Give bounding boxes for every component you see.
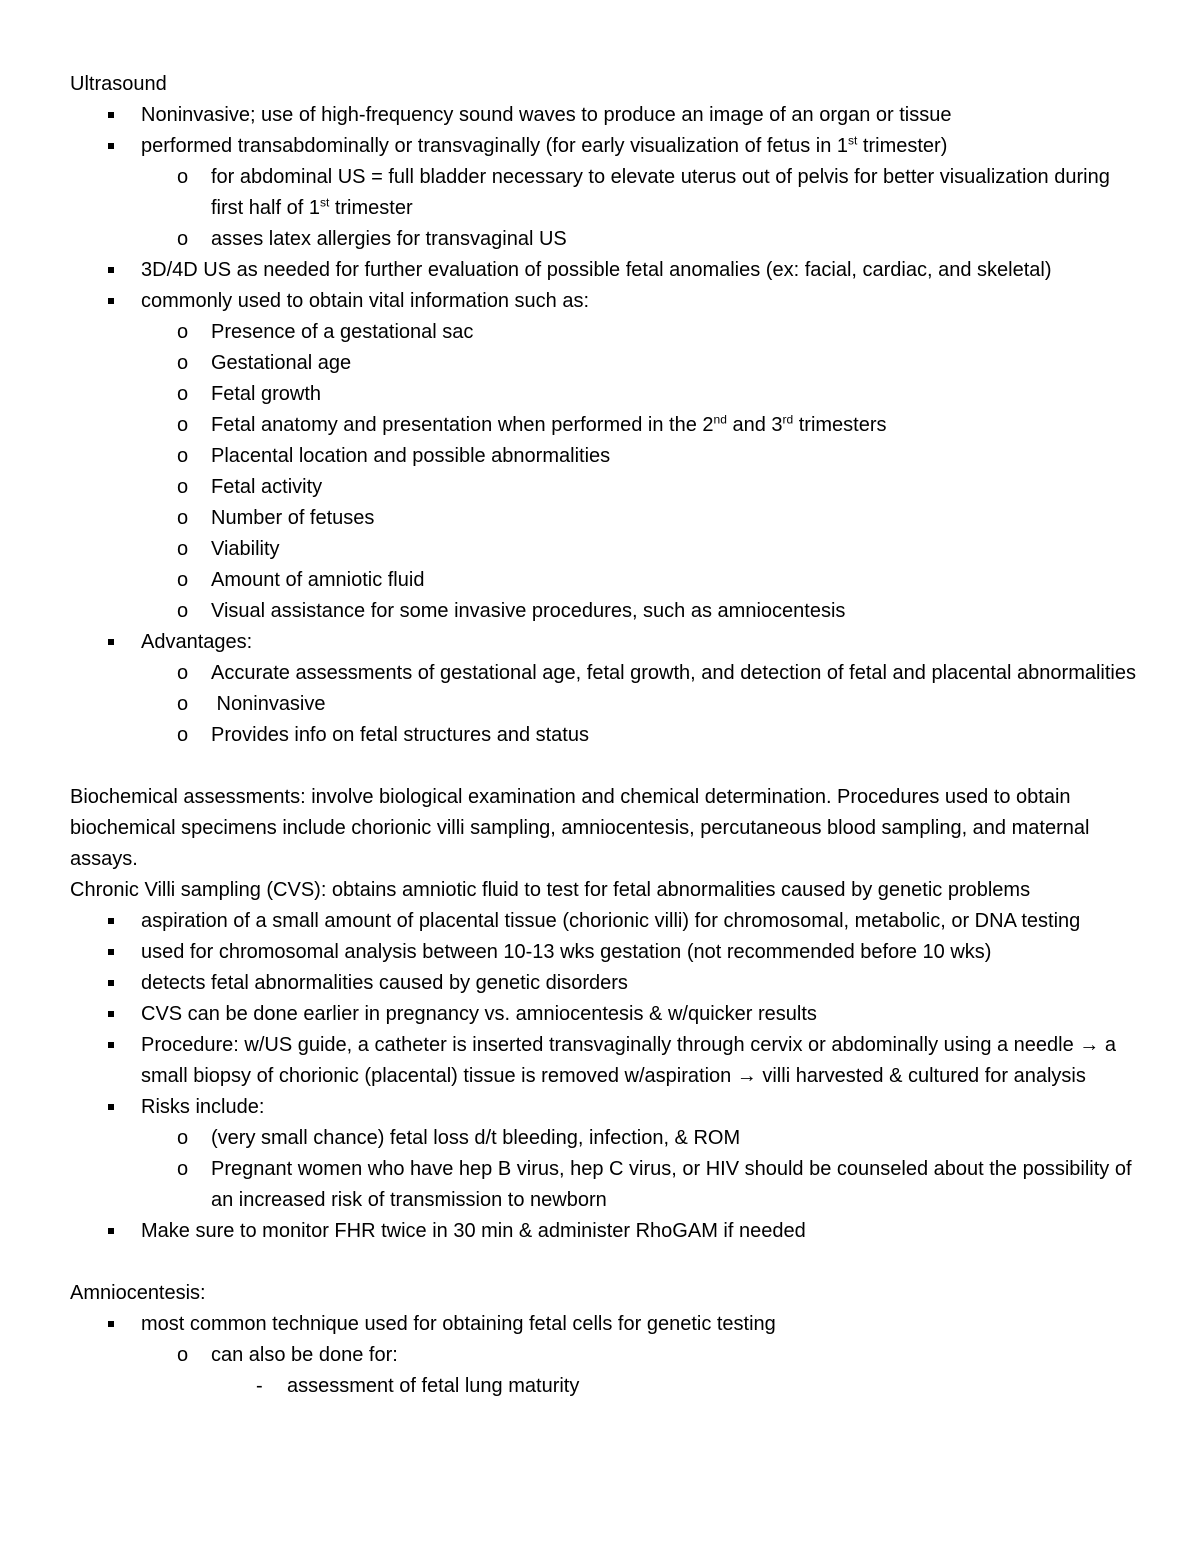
bullet-square-icon [108, 267, 114, 273]
bullet-circle-icon: o [177, 476, 189, 498]
biochem-paragraph: Biochemical assessments: involve biological examination and chemical determination. Procedures used to obtain biochemical specimens include chorionic villi sampling, amniocentesis, percutaneous blood sampling, and maternal assays. [70, 786, 1090, 870]
sub-list-item: o Noninvasive [70, 689, 1140, 720]
list-item: detects fetal abnormalities caused by genetic disorders [70, 968, 1140, 999]
bullet-circle-icon: o [177, 538, 189, 560]
list-item: CVS can be done earlier in pregnancy vs. amniocentesis & w/quicker results [70, 999, 1140, 1030]
sub-list-item: o can also be done for: [70, 1340, 1140, 1371]
bullet-square-icon [108, 298, 114, 304]
sub-sub-list-item: - assessment of fetal lung maturity [70, 1371, 1140, 1402]
bullet-square-icon [108, 1042, 114, 1048]
list-item: performed transabdominally or transvaginally (for early visualization of fetus in 1st trimester) [70, 131, 1140, 162]
sub-list-item: o Amount of amniotic fluid [70, 565, 1140, 596]
list-item: Noninvasive; use of high-frequency sound waves to produce an image of an organ or tissue [70, 100, 1140, 131]
list-item: 3D/4D US as needed for further evaluation of possible fetal anomalies (ex: facial, cardiac, and skeletal) [70, 255, 1140, 286]
sub-list-item: o for abdominal US = full bladder necessary to elevate uterus out of pelvis for better visualization during first half of 1st trimester [70, 162, 1140, 224]
sub-list-item: o Accurate assessments of gestational age, fetal growth, and detection of fetal and placental abnormalities [70, 658, 1140, 689]
sub-list-item: o Provides info on fetal structures and status [70, 720, 1140, 751]
bullet-circle-icon: o [177, 445, 189, 467]
sub-list-item: o Placental location and possible abnormalities [70, 441, 1140, 472]
spacer [70, 751, 1140, 782]
list-item: Risks include: [70, 1092, 1140, 1123]
bullet-square-icon [108, 980, 114, 986]
bullet-square-icon [108, 949, 114, 955]
bullet-circle-icon: o [177, 321, 189, 343]
bullet-square-icon [108, 1228, 114, 1234]
bullet-circle-icon: o [177, 1127, 189, 1149]
list-item: used for chromosomal analysis between 10-13 wks gestation (not recommended before 10 wks) [70, 937, 1140, 968]
sub-list-item: o Fetal activity [70, 472, 1140, 503]
section-heading-ultrasound: Ultrasound [70, 73, 167, 95]
bullet-square-icon [108, 918, 114, 924]
spacer [70, 1247, 1140, 1278]
bullet-circle-icon: o [177, 662, 189, 684]
bullet-circle-icon: o [177, 724, 189, 746]
sub-list-item: o (very small chance) fetal loss d/t bleeding, infection, & ROM [70, 1123, 1140, 1154]
sub-list-item: o Presence of a gestational sac [70, 317, 1140, 348]
bullet-square-icon [108, 1321, 114, 1327]
bullet-square-icon [108, 1104, 114, 1110]
bullet-circle-icon: o [177, 507, 189, 529]
bullet-circle-icon: o [177, 693, 189, 715]
sub-list-item: o asses latex allergies for transvaginal US [70, 224, 1140, 255]
list-item: commonly used to obtain vital information such as: [70, 286, 1140, 317]
bullet-circle-icon: o [177, 352, 189, 374]
bullet-square-icon [108, 143, 114, 149]
bullet-circle-icon: o [177, 1344, 189, 1366]
sub-list-item: o Fetal growth [70, 379, 1140, 410]
document-page [70, 69, 1140, 1402]
sub-list-item: o Fetal anatomy and presentation when performed in the 2nd and 3rd trimesters [70, 410, 1140, 441]
list-item: Make sure to monitor FHR twice in 30 min & administer RhoGAM if needed [70, 1216, 1140, 1247]
sub-list-item: o Gestational age [70, 348, 1140, 379]
sub-list-item: o Visual assistance for some invasive procedures, such as amniocentesis [70, 596, 1140, 627]
bullet-circle-icon: o [177, 600, 189, 622]
list-item: Procedure: w/US guide, a catheter is inserted transvaginally through cervix or abdominally using a needle → a small biopsy of chorionic (placental) tissue is removed w/aspiration → villi harvested & cultured for analysis [70, 1030, 1140, 1092]
bullet-square-icon [108, 112, 114, 118]
bullet-circle-icon: o [177, 569, 189, 591]
bullet-circle-icon: o [177, 1158, 189, 1180]
bullet-circle-icon: o [177, 228, 189, 250]
section-heading-cvs: Chronic Villi sampling (CVS): obtains amniotic fluid to test for fetal abnormalities caused by genetic problems [70, 879, 1031, 901]
bullet-square-icon [108, 639, 114, 645]
sub-list-item: o Pregnant women who have hep B virus, hep C virus, or HIV should be counseled about the possibility of an increased risk of transmission to newborn [70, 1154, 1140, 1216]
list-item: Advantages: [70, 627, 1140, 658]
bullet-dash-icon: - [256, 1375, 263, 1397]
sub-list-item: o Viability [70, 534, 1140, 565]
list-item: aspiration of a small amount of placental tissue (chorionic villi) for chromosomal, metabolic, or DNA testing [70, 906, 1140, 937]
bullet-circle-icon: o [177, 383, 189, 405]
bullet-circle-icon: o [177, 414, 189, 436]
list-item: most common technique used for obtaining fetal cells for genetic testing [70, 1309, 1140, 1340]
section-heading-amniocentesis: Amniocentesis: [70, 1282, 206, 1304]
bullet-square-icon [108, 1011, 114, 1017]
bullet-circle-icon: o [177, 166, 189, 188]
sub-list-item: o Number of fetuses [70, 503, 1140, 534]
